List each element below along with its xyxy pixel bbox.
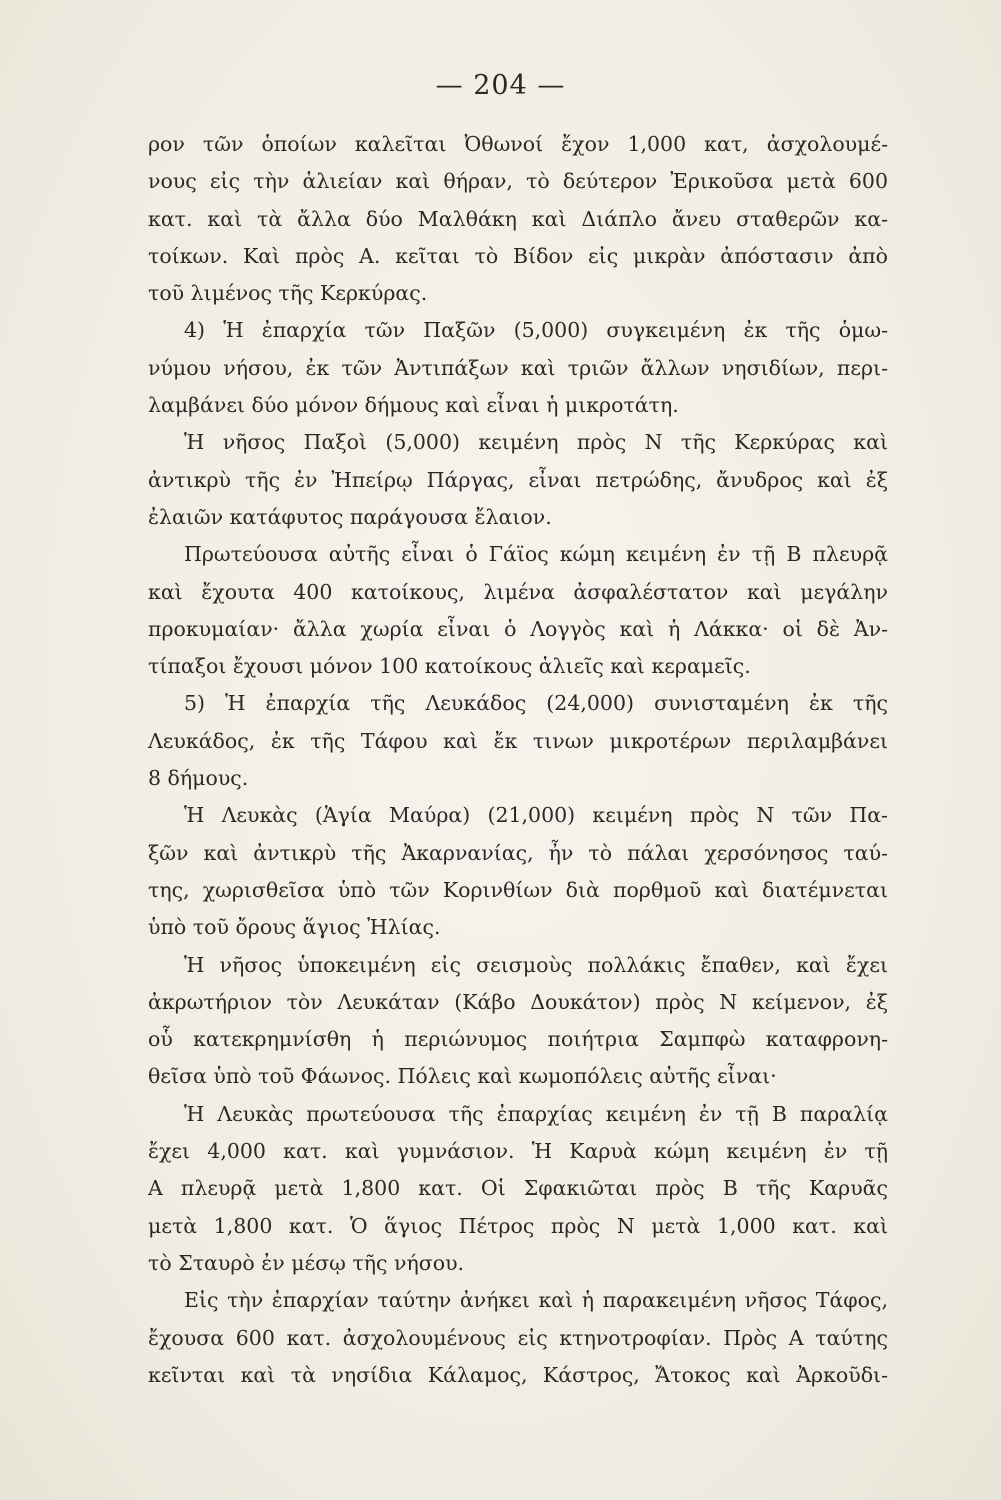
text-line: τοίκων. Καὶ πρὸς Α. κεῖται τὸ Βίδον εἰς μικρὰν ἀπόστασιν ἀπὸ <box>148 243 888 268</box>
text-line: Α πλευρᾷ μετὰ 1,800 κατ. Οἱ Σφακιῶται πρὸς Β τῆς Καρυᾶς <box>148 1176 888 1201</box>
text-line: 5) Ἡ ἐπαρχία τῆς Λευκάδος (24,000) συνισταμένη ἐκ τῆς <box>184 691 888 716</box>
page-number: — 204 — <box>435 70 566 101</box>
text-line: Ἡ Λευκὰς (Ἁγία Μαύρα) (21,000) κειμένη πρὸς Ν τῶν Πα- <box>184 803 888 828</box>
body-text <box>148 126 888 1394</box>
text-line: Λευκάδος, ἐκ τῆς Τάφου καὶ ἔκ τινων μικροτέρων περιλαμβάνει <box>148 728 888 753</box>
text-line: Ἡ νῆσος ὑποκειμένη εἰς σεισμοὺς πολλάκις ἔπαθεν, καὶ ἔχει <box>184 952 888 977</box>
text-line: ἐλαιῶν κατάφυτος παράγουσα ἔλαιον. <box>148 504 552 529</box>
text-line: της, χωρισθεῖσα ὑπὸ τῶν Κορινθίων διὰ πορθμοῦ καὶ διατέμνεται <box>148 877 888 902</box>
text-line: ἀντικρὺ τῆς ἐν Ἠπείρῳ Πάργας, εἶναι πετρώδης, ἄνυδρος καὶ ἐξ <box>148 467 888 492</box>
text-line: ἀκρωτήριον τὸν Λευκάταν (Κάβο Δουκάτον) πρὸς Ν κείμενον, ἐξ <box>148 989 888 1014</box>
text-line: 8 δήμους. <box>148 766 249 791</box>
text-line: ὑπὸ τοῦ ὄρους ἅγιος Ἠλίας. <box>148 915 441 940</box>
text-line: οὗ κατεκρημνίσθη ἡ περιώνυμος ποιήτρια Σαμπφὼ καταφρονη- <box>148 1027 888 1052</box>
text-line: νύμου νήσου, ἐκ τῶν Ἀντιπάξων καὶ τριῶν ἄλλων νησιδίων, περι- <box>148 355 888 380</box>
text-line: προκυμαίαν· ἄλλα χωρία εἶναι ὁ Λογγὸς καὶ ἡ Λάκκα· οἱ δὲ Ἀν- <box>148 616 888 641</box>
text-line: μετὰ 1,800 κατ. Ὁ ἅγιος Πέτρος πρὸς Ν μετὰ 1,000 κατ. καὶ <box>148 1213 888 1238</box>
text-line: κατ. καὶ τὰ ἄλλα δύο Μαλθάκη καὶ Διάπλο ἄνευ σταθερῶν κα- <box>148 206 888 231</box>
text-line: Ἡ Λευκὰς πρωτεύουσα τῆς ἐπαρχίας κειμένη ἐν τῇ Β παραλίᾳ <box>184 1101 888 1126</box>
text-line: καὶ ἔχουτα 400 κατοίκους, λιμένα ἀσφαλέστατον καὶ μεγάλην <box>148 579 888 604</box>
text-line: ἔχει 4,000 κατ. καὶ γυμνάσιον. Ἡ Καρυὰ κώμη κειμένη ἐν τῇ <box>148 1139 888 1164</box>
text-line: κεῖνται καὶ τὰ νησίδια Κάλαμος, Κάστρος, Ἄτοκος καὶ Ἀρκοῦδι- <box>148 1362 888 1387</box>
text-line: ἔχουσα 600 κατ. ἀσχολουμένους εἰς κτηνοτροφίαν. Πρὸς Α ταύτης <box>148 1325 888 1350</box>
text-line: ρον τῶν ὁποίων καλεῖται Ὀθωνοί ἔχον 1,000 κατ, ἀσχολουμέ- <box>148 132 888 156</box>
text-line: τίπαξοι ἔχουσι μόνον 100 κατοίκους ἁλιεῖς καὶ κεραμεῖς. <box>148 654 751 679</box>
text-line: τὸ Σταυρὸ ἐν μέσῳ τῆς νήσου. <box>148 1250 465 1275</box>
text-line: θεῖσα ὑπὸ τοῦ Φάωνος. Πόλεις καὶ κωμοπόλεις αὐτῆς εἶναι· <box>148 1064 777 1089</box>
text-line: νους εἰς τὴν ἁλιείαν καὶ θήραν, τὸ δεύτερον Ἐρικοῦσα μετὰ 600 <box>148 169 888 194</box>
text-line: Ἡ νῆσος Παξοὶ (5,000) κειμένη πρὸς Ν τῆς Κερκύρας καὶ <box>184 430 888 455</box>
text-line: λαμβάνει δύο μόνον δήμους καὶ εἶναι ἡ μικροτάτη. <box>148 393 679 418</box>
text-line: 4) Ἡ ἐπαρχία τῶν Παξῶν (5,000) συγκειμένη ἐκ τῆς ὁμω- <box>184 318 888 343</box>
text-line: τοῦ λιμένος τῆς Κερκύρας. <box>148 281 428 306</box>
text-line: Πρωτεύουσα αὐτῆς εἶναι ὁ Γάϊος κώμη κειμένη ἐν τῇ Β πλευρᾷ <box>184 542 888 567</box>
text-line: ξῶν καὶ ἀντικρὺ τῆς Ἀκαρνανίας, ἦν τὸ πάλαι χερσόνησος ταύ- <box>148 840 888 865</box>
text-line: Εἰς τὴν ἐπαρχίαν ταύτην ἀνήκει καὶ ἡ παρακειμένη νῆσος Τάφος, <box>184 1288 888 1313</box>
